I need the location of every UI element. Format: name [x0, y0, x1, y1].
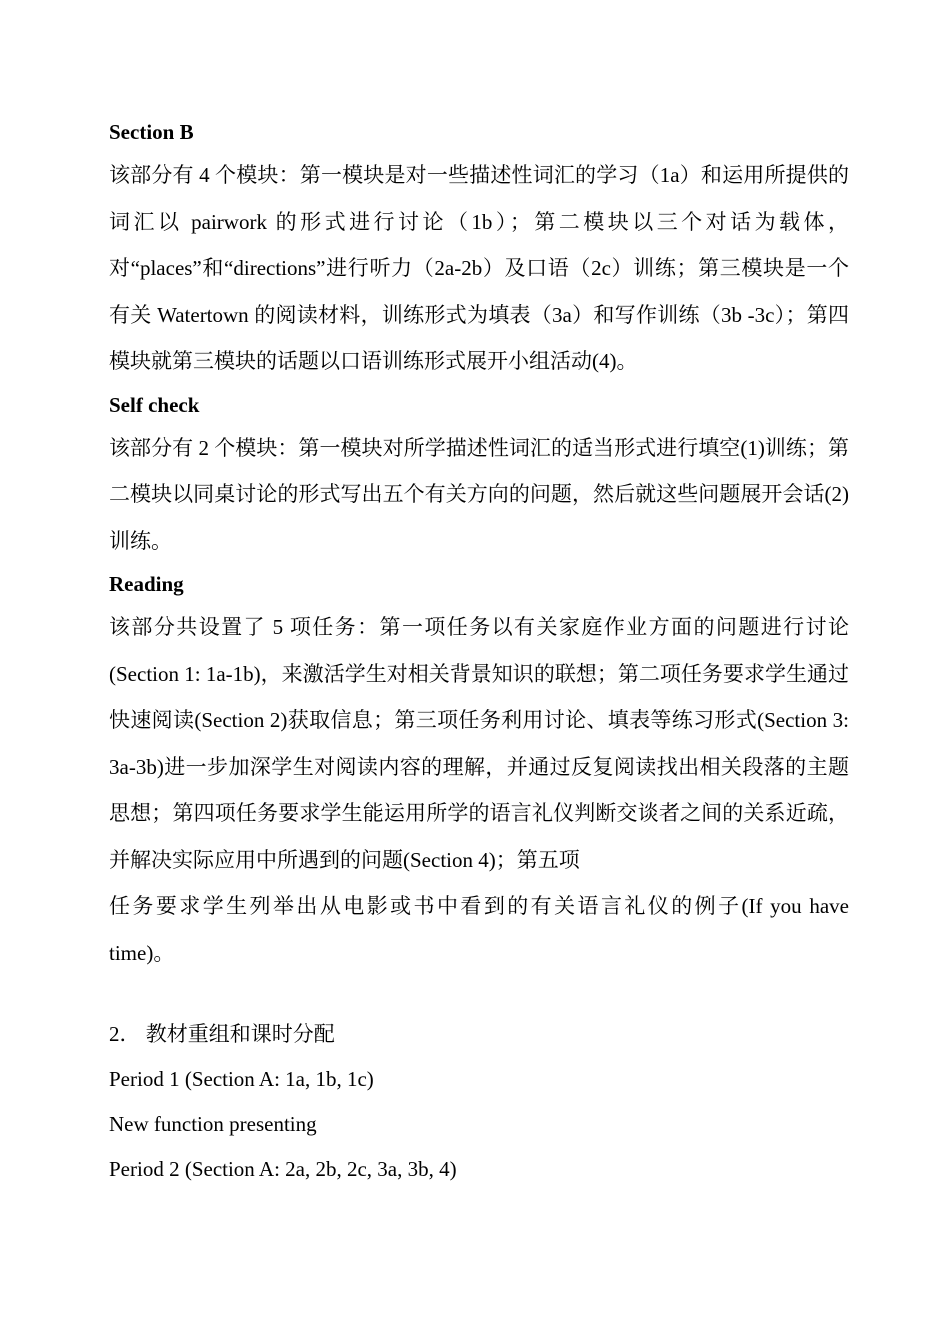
allocation-heading: 2． 教材重组和课时分配 — [109, 1022, 335, 1046]
period-2-line: Period 2 (Section A: 2a, 2b, 2c, 3a, 3b, 4) — [109, 1157, 457, 1181]
function-line: New function presenting — [109, 1112, 317, 1136]
document-page — [109, 112, 849, 1192]
section-b-heading: Section B — [109, 120, 194, 144]
reading-paragraph: 该部分共设置了 5 项任务：第一项任务以有关家庭作业方面的问题进行讨论(Section 1: 1a-1b)，来激活学生对相关背景知识的联想；第二项任务要求学生通过快速阅读(Section 2)获取信息；第三项任务利用讨论、填表等练习形式(Section 3: 3a-3b)进一步加深学生对阅读内容的理解，并通过反复阅读找出相关段落的主题思想；第四项任务要求学生能运用所学的语言礼仪判断交谈者之间的关系近疏，并解决实际应用中所遇到的问题(Section 4)；第五项 — [109, 615, 849, 872]
section-b-paragraph: 该部分有 4 个模块：第一模块是对一些描述性词汇的学习（1a）和运用所提供的词汇以 pairwork 的形式进行讨论（1b）；第二模块以三个对话为载体，对“places”和“directions”进行听力（2a-2b）及口语（2c）训练；第三模块是一个有关 Watertown 的阅读材料，训练形式为填表（3a）和写作训练（3b -3c）；第四模块就第三模块的话题以口语训练形式展开小组活动(4)。 — [109, 163, 849, 373]
reading-heading: Reading — [109, 572, 184, 596]
period-1-line: Period 1 (Section A: 1a, 1b, 1c) — [109, 1067, 374, 1091]
self-check-paragraph: 该部分有 2 个模块：第一模块对所学描述性词汇的适当形式进行填空(1)训练；第二模块以同桌讨论的形式写出五个有关方向的问题，然后就这些问题展开会话(2)训练。 — [109, 435, 849, 553]
reading-paragraph-continued: 任务要求学生列举出从电影或书中看到的有关语言礼仪的例子(If you have time)。 — [109, 894, 849, 965]
self-check-heading: Self check — [109, 392, 200, 417]
blank-line — [109, 976, 849, 1012]
